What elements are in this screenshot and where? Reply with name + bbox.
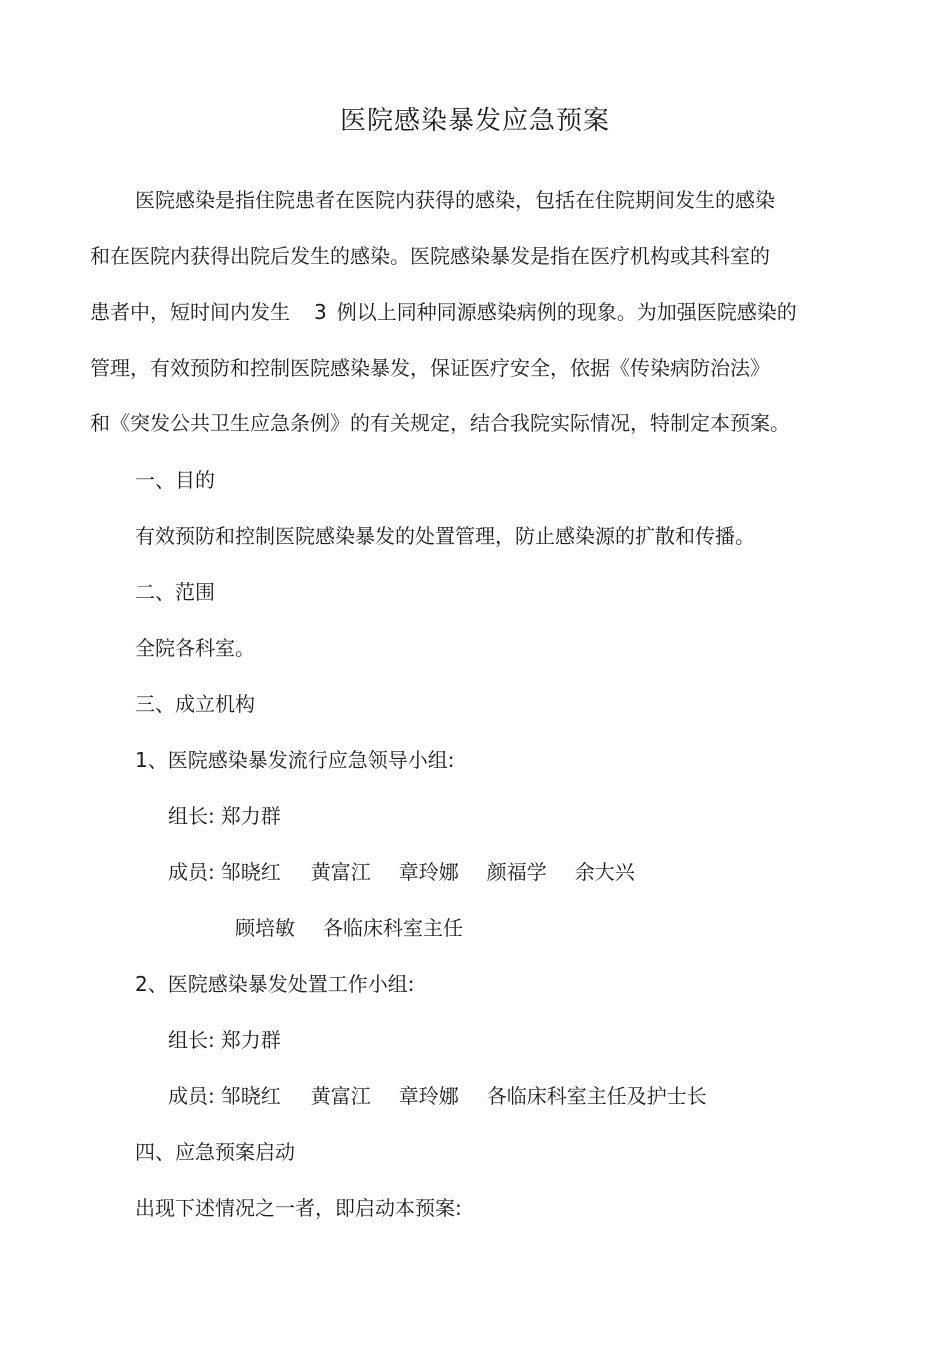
group1-members-label: 成员: bbox=[168, 860, 215, 884]
group1-leader-label: 组长: bbox=[168, 804, 215, 828]
group2-member: 各临床科室主任及护士长 bbox=[486, 1084, 707, 1108]
group1-members-row bbox=[168, 859, 635, 885]
group1-leader-name: 郑力群 bbox=[220, 804, 281, 828]
intro-line-5: 和《突发公共卫生应急条例》的有关规定，结合我院实际情况，特制定本预案。 bbox=[90, 411, 790, 435]
section4-text: 出现下述情况之一者，即启动本预案: bbox=[135, 1196, 462, 1220]
group2-leader-label: 组长: bbox=[168, 1028, 215, 1052]
group2-member: 黄富江 bbox=[310, 1084, 371, 1108]
section4-heading: 四、应急预案启动 bbox=[135, 1140, 295, 1164]
section1-text: 有效预防和控制医院感染暴发的处置管理，防止感染源的扩散和传播。 bbox=[135, 524, 755, 548]
section3-heading: 三、成立机构 bbox=[135, 692, 255, 716]
group1-member: 各临床科室主任 bbox=[323, 916, 463, 940]
group2-members-row bbox=[168, 1083, 707, 1109]
group2-title: 2、医院感染暴发处置工作小组: bbox=[135, 972, 415, 996]
section2-heading: 二、范围 bbox=[135, 580, 215, 604]
intro-line-1: 医院感染是指住院患者在医院内获得的感染，包括在住院期间发生的感染 bbox=[135, 188, 775, 212]
intro-line-3 bbox=[90, 299, 797, 325]
section1-heading: 一、目的 bbox=[135, 468, 215, 492]
intro-line-3-number: 3 bbox=[314, 300, 327, 324]
group1-members-row-2 bbox=[235, 915, 463, 941]
group2-member: 章玲娜 bbox=[398, 1084, 459, 1108]
group2-members-label: 成员: bbox=[168, 1084, 215, 1108]
group1-member: 邹晓红 bbox=[220, 860, 281, 884]
group1-member: 黄富江 bbox=[310, 860, 371, 884]
group1-leader-row bbox=[168, 803, 281, 829]
group1-member: 章玲娜 bbox=[398, 860, 459, 884]
group1-title: 1、医院感染暴发流行应急领导小组: bbox=[135, 748, 455, 772]
intro-line-3-part-a: 患者中，短时间内发生 bbox=[90, 300, 290, 324]
group2-leader-name: 郑力群 bbox=[220, 1028, 281, 1052]
group1-member: 顾培敏 bbox=[235, 916, 295, 940]
group2-leader-row bbox=[168, 1027, 281, 1053]
document-title: 医院感染暴发应急预案 bbox=[339, 106, 610, 136]
group1-member: 余大兴 bbox=[574, 860, 635, 884]
intro-line-4: 管理，有效预防和控制医院感染暴发，保证医疗安全，依据《传染病防治法》 bbox=[90, 356, 770, 380]
intro-line-3-part-b: 例以上同种同源感染病例的现象。为加强医院感染的 bbox=[336, 300, 797, 324]
intro-line-2: 和在医院内获得出院后发生的感染。医院感染暴发是指在医疗机构或其科室的 bbox=[90, 244, 770, 268]
section2-text: 全院各科室。 bbox=[135, 636, 255, 660]
group1-member: 颜福学 bbox=[486, 860, 547, 884]
group2-member: 邹晓红 bbox=[220, 1084, 281, 1108]
